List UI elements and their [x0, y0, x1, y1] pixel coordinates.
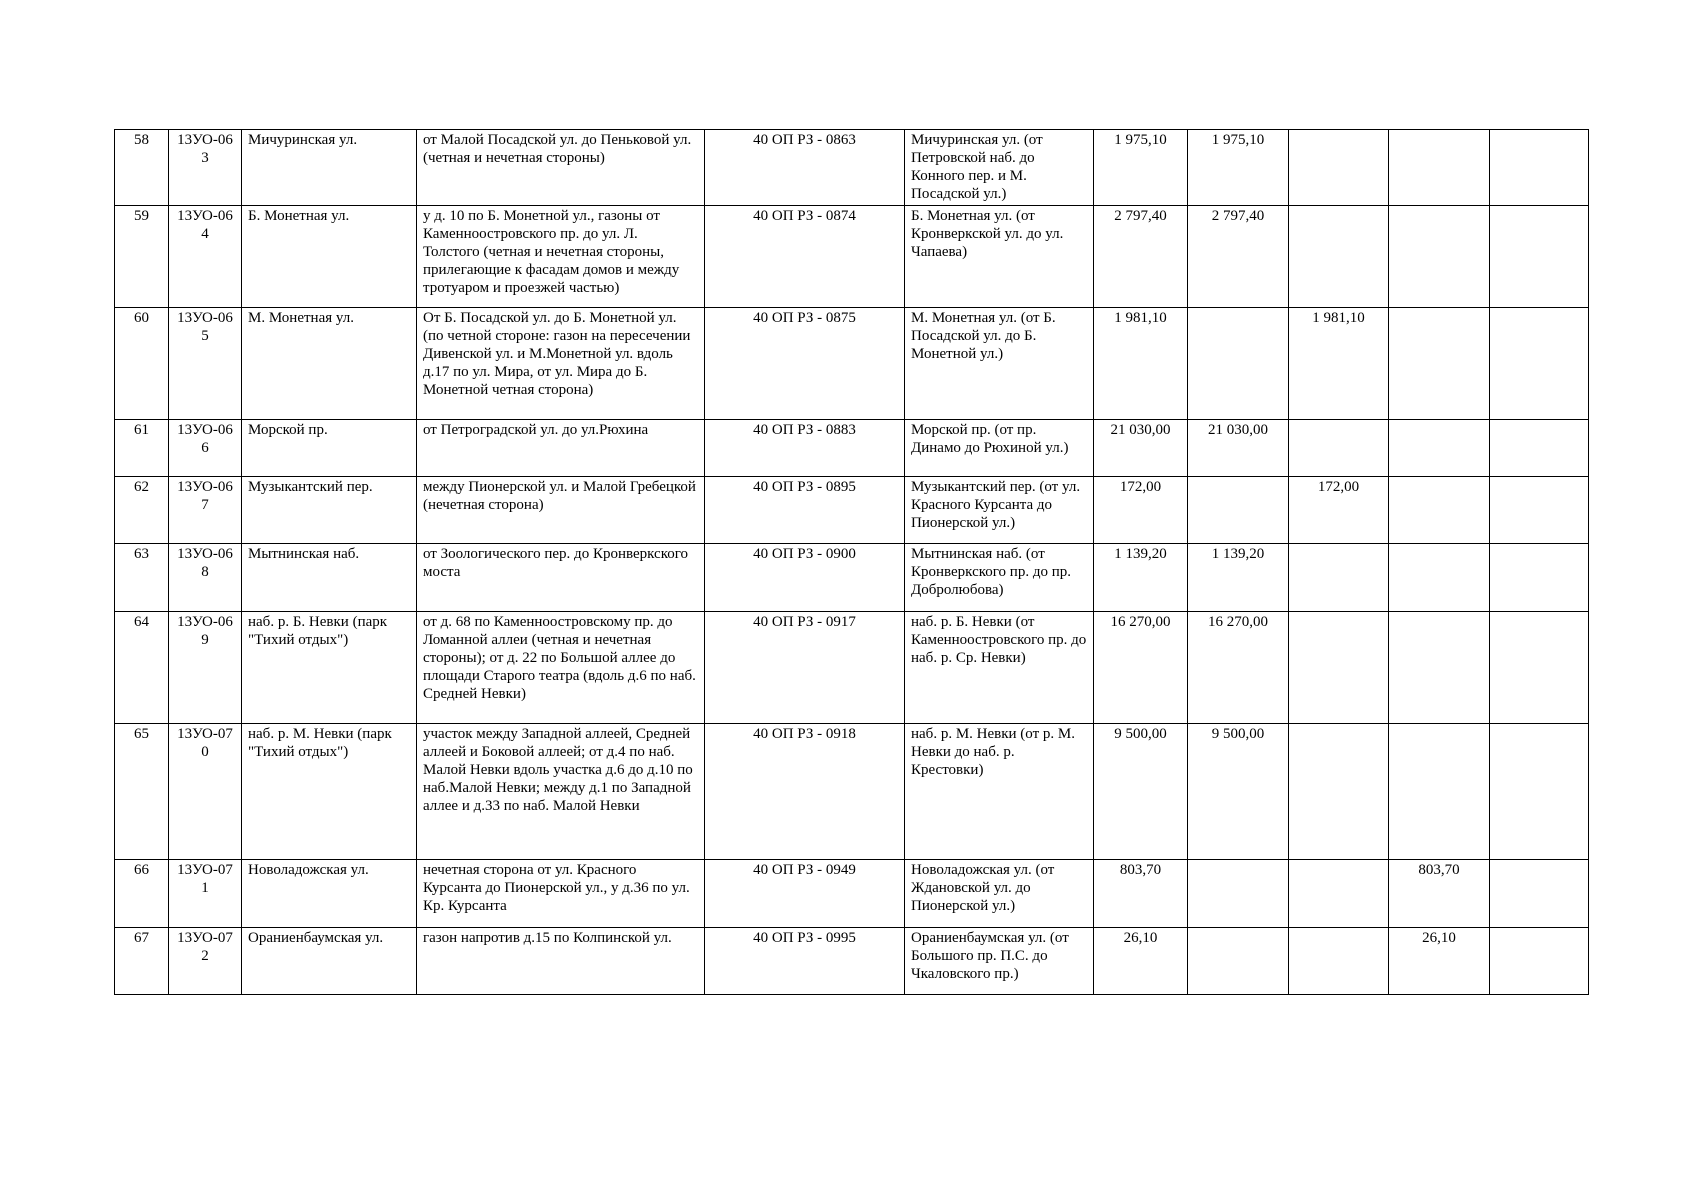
area-column-1-cell: 21 030,00	[1188, 420, 1289, 477]
location-description-cell: от Малой Посадской ул. до Пеньковой ул.(четная и нечетная стороны)	[417, 130, 705, 206]
road-registry-id-cell: 40 ОП РЗ - 0949	[705, 860, 905, 928]
row-number-cell: 65	[115, 724, 169, 860]
table-row	[115, 612, 1589, 724]
area-column-2-cell	[1289, 724, 1389, 860]
area-column-1-cell: 2 797,40	[1188, 206, 1289, 308]
road-name-cell: Мичуринская ул. (от Петровской наб. до Конного пер. и М. Посадской ул.)	[905, 130, 1094, 206]
road-name-cell: Ораниенбаумская ул. (от Большого пр. П.С. до Чкаловского пр.)	[905, 928, 1094, 995]
area-column-3-cell	[1389, 130, 1490, 206]
street-name-cell: Морской пр.	[242, 420, 417, 477]
object-code-cell: 13УО-071	[169, 860, 242, 928]
area-column-3-cell: 803,70	[1389, 860, 1490, 928]
table-row	[115, 477, 1589, 544]
street-name-cell: Б. Монетная ул.	[242, 206, 417, 308]
area-column-1-cell: 9 500,00	[1188, 724, 1289, 860]
area-column-3-cell	[1389, 544, 1490, 612]
area-column-1-cell	[1188, 860, 1289, 928]
object-code-cell: 13УО-070	[169, 724, 242, 860]
total-area-cell: 9 500,00	[1094, 724, 1188, 860]
area-column-3-cell	[1389, 308, 1490, 420]
area-column-2-cell	[1289, 612, 1389, 724]
road-registry-id-cell: 40 ОП РЗ - 0863	[705, 130, 905, 206]
road-registry-id-cell: 40 ОП РЗ - 0900	[705, 544, 905, 612]
street-name-cell: М. Монетная ул.	[242, 308, 417, 420]
total-area-cell: 16 270,00	[1094, 612, 1188, 724]
table-row	[115, 130, 1589, 206]
total-area-cell: 1 139,20	[1094, 544, 1188, 612]
road-registry-id-cell: 40 ОП РЗ - 0918	[705, 724, 905, 860]
area-column-4-cell	[1490, 928, 1589, 995]
road-registry-id-cell: 40 ОП РЗ - 0995	[705, 928, 905, 995]
total-area-cell: 1 975,10	[1094, 130, 1188, 206]
road-registry-id-cell: 40 ОП РЗ - 0875	[705, 308, 905, 420]
location-description-cell: у д. 10 по Б. Монетной ул., газоны от Каменноостровского пр. до ул. Л. Толстого (четная и нечетная стороны, прилегающие к фасадам домов и между тротуаром и проезжей частью)	[417, 206, 705, 308]
location-description-cell: от Зоологического пер. до Кронверкского моста	[417, 544, 705, 612]
road-name-cell: наб. р. М. Невки (от р. М. Невки до наб. р. Крестовки)	[905, 724, 1094, 860]
row-number-cell: 64	[115, 612, 169, 724]
area-column-4-cell	[1490, 477, 1589, 544]
total-area-cell: 2 797,40	[1094, 206, 1188, 308]
area-column-4-cell	[1490, 544, 1589, 612]
row-number-cell: 63	[115, 544, 169, 612]
row-number-cell: 62	[115, 477, 169, 544]
area-column-4-cell	[1490, 420, 1589, 477]
road-name-cell: М. Монетная ул. (от Б. Посадской ул. до Б. Монетной ул.)	[905, 308, 1094, 420]
table-row	[115, 860, 1589, 928]
area-column-2-cell	[1289, 206, 1389, 308]
location-description-cell: участок между Западной аллеей, Средней аллеей и Боковой аллеей; от д.4 по наб. Малой Невки вдоль участка д.6 до д.10 по наб.Малой Невки; между д.1 по Западной аллее и д.33 по наб. Малой Невки	[417, 724, 705, 860]
location-description-cell: От Б. Посадской ул. до Б. Монетной ул. (по четной стороне: газон на пересечении Дивенской ул. и М.Монетной ул. вдоль д.17 по ул. Мира, от ул. Мира до Б. Монетной четная сторона)	[417, 308, 705, 420]
area-column-1-cell: 16 270,00	[1188, 612, 1289, 724]
area-column-1-cell: 1 139,20	[1188, 544, 1289, 612]
object-code-cell: 13УО-063	[169, 130, 242, 206]
road-registry-id-cell: 40 ОП РЗ - 0895	[705, 477, 905, 544]
street-name-cell: Ораниенбаумская ул.	[242, 928, 417, 995]
street-name-cell: Музыкантский пер.	[242, 477, 417, 544]
road-name-cell: Новоладожская ул. (от Ждановской ул. до Пионерской ул.)	[905, 860, 1094, 928]
location-description-cell: от Петроградской ул. до ул.Рюхина	[417, 420, 705, 477]
road-name-cell: Морской пр. (от пр. Динамо до Рюхиной ул.)	[905, 420, 1094, 477]
object-code-cell: 13УО-068	[169, 544, 242, 612]
area-column-1-cell: 1 975,10	[1188, 130, 1289, 206]
total-area-cell: 21 030,00	[1094, 420, 1188, 477]
street-name-cell: Мичуринская ул.	[242, 130, 417, 206]
area-column-2-cell	[1289, 420, 1389, 477]
area-column-2-cell	[1289, 544, 1389, 612]
street-name-cell: Мытнинская наб.	[242, 544, 417, 612]
area-column-3-cell: 26,10	[1389, 928, 1490, 995]
area-column-3-cell	[1389, 420, 1490, 477]
object-code-cell: 13УО-069	[169, 612, 242, 724]
row-number-cell: 59	[115, 206, 169, 308]
area-column-2-cell	[1289, 860, 1389, 928]
area-column-4-cell	[1490, 308, 1589, 420]
area-column-1-cell	[1188, 477, 1289, 544]
total-area-cell: 1 981,10	[1094, 308, 1188, 420]
row-number-cell: 60	[115, 308, 169, 420]
street-name-cell: наб. р. М. Невки (парк "Тихий отдых")	[242, 724, 417, 860]
area-column-2-cell: 1 981,10	[1289, 308, 1389, 420]
area-column-4-cell	[1490, 724, 1589, 860]
row-number-cell: 67	[115, 928, 169, 995]
table-row	[115, 724, 1589, 860]
object-code-cell: 13УО-064	[169, 206, 242, 308]
table-row	[115, 420, 1589, 477]
object-code-cell: 13УО-066	[169, 420, 242, 477]
street-name-cell: наб. р. Б. Невки (парк "Тихий отдых")	[242, 612, 417, 724]
area-column-3-cell	[1389, 612, 1490, 724]
area-column-2-cell	[1289, 130, 1389, 206]
row-number-cell: 58	[115, 130, 169, 206]
street-name-cell: Новоладожская ул.	[242, 860, 417, 928]
area-column-4-cell	[1490, 206, 1589, 308]
table-row	[115, 928, 1589, 995]
location-description-cell: между Пионерской ул. и Малой Гребецкой (нечетная сторона)	[417, 477, 705, 544]
location-description-cell: нечетная сторона от ул. Красного Курсанта до Пионерской ул., у д.36 по ул. Кр. Курсанта	[417, 860, 705, 928]
road-registry-id-cell: 40 ОП РЗ - 0874	[705, 206, 905, 308]
table-row	[115, 308, 1589, 420]
area-column-4-cell	[1490, 612, 1589, 724]
object-code-cell: 13УО-065	[169, 308, 242, 420]
road-name-cell: Мытнинская наб. (от Кронверкского пр. до пр. Добролюбова)	[905, 544, 1094, 612]
object-code-cell: 13УО-067	[169, 477, 242, 544]
location-description-cell: газон напротив д.15 по Колпинской ул.	[417, 928, 705, 995]
road-name-cell: Музыкантский пер. (от ул. Красного Курсанта до Пионерской ул.)	[905, 477, 1094, 544]
road-name-cell: наб. р. Б. Невки (от Каменноостровского пр. до наб. р. Ср. Невки)	[905, 612, 1094, 724]
road-registry-id-cell: 40 ОП РЗ - 0917	[705, 612, 905, 724]
table-row	[115, 544, 1589, 612]
total-area-cell: 26,10	[1094, 928, 1188, 995]
area-column-4-cell	[1490, 860, 1589, 928]
area-column-4-cell	[1490, 130, 1589, 206]
total-area-cell: 803,70	[1094, 860, 1188, 928]
location-description-cell: от д. 68 по Каменноостровскому пр. до Ломанной аллеи (четная и нечетная стороны); от д. 22 по Большой аллее до площади Старого театра (вдоль д.6 по наб. Средней Невки)	[417, 612, 705, 724]
area-column-1-cell	[1188, 308, 1289, 420]
area-column-2-cell	[1289, 928, 1389, 995]
area-column-3-cell	[1389, 724, 1490, 860]
area-column-3-cell	[1389, 477, 1490, 544]
row-number-cell: 66	[115, 860, 169, 928]
road-name-cell: Б. Монетная ул. (от Кронверкской ул. до ул. Чапаева)	[905, 206, 1094, 308]
area-column-1-cell	[1188, 928, 1289, 995]
table-row	[115, 206, 1589, 308]
area-column-3-cell	[1389, 206, 1490, 308]
total-area-cell: 172,00	[1094, 477, 1188, 544]
green-zones-table	[114, 129, 1589, 995]
row-number-cell: 61	[115, 420, 169, 477]
area-column-2-cell: 172,00	[1289, 477, 1389, 544]
road-registry-id-cell: 40 ОП РЗ - 0883	[705, 420, 905, 477]
object-code-cell: 13УО-072	[169, 928, 242, 995]
